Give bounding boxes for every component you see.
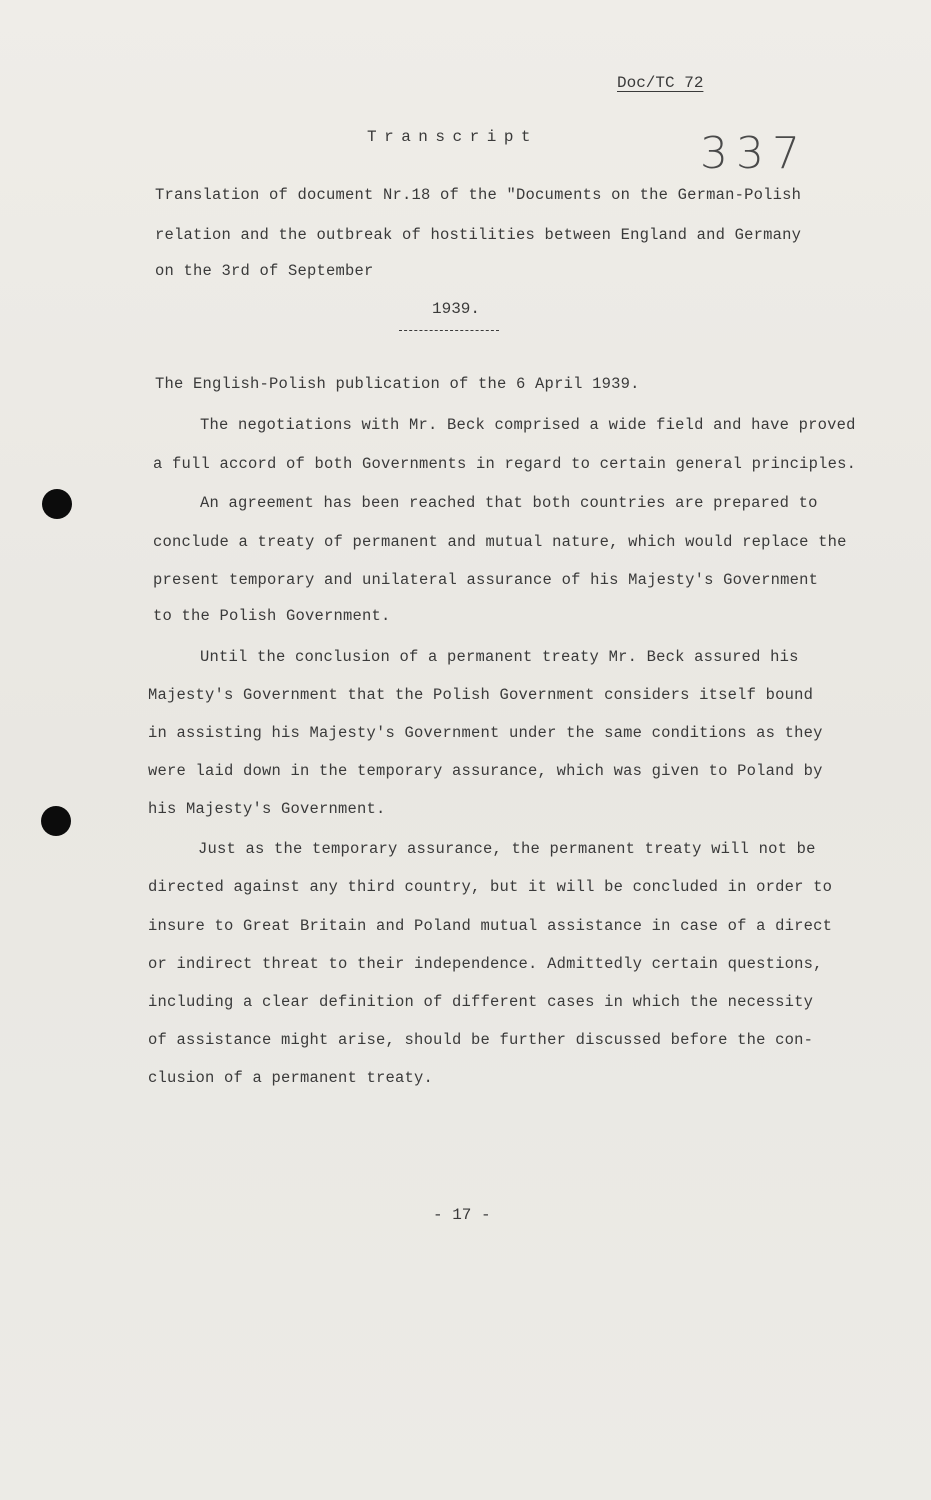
body-line: of assistance might arise, should be further discussed before the con- — [148, 1031, 814, 1049]
body-line: to the Polish Government. — [153, 607, 391, 625]
body-line: including a clear definition of different cases in which the necessity — [148, 993, 814, 1011]
body-line: in assisting his Majesty's Government under the same conditions as they — [148, 724, 823, 742]
body-line: were laid down in the temporary assurance, which was given to Poland by — [148, 762, 823, 780]
punch-hole — [41, 806, 71, 836]
body-line: An agreement has been reached that both countries are prepared to — [200, 494, 818, 512]
punch-hole — [42, 489, 72, 519]
body-line: Until the conclusion of a permanent treaty Mr. Beck assured his — [200, 648, 799, 666]
heading-year: 1939. — [432, 300, 481, 318]
body-line: Just as the temporary assurance, the permanent treaty will not be — [198, 840, 816, 858]
document-reference: Doc/TC 72 — [617, 74, 704, 92]
page-number: - 17 - — [433, 1206, 491, 1224]
body-line: his Majesty's Government. — [148, 800, 386, 818]
page-title: Transcript — [367, 128, 539, 146]
body-line: present temporary and unilateral assurance of his Majesty's Government — [153, 571, 819, 589]
body-line: insure to Great Britain and Poland mutual assistance in case of a direct — [148, 917, 833, 935]
body-line: conclude a treaty of permanent and mutual nature, which would replace the — [153, 533, 847, 551]
body-line: or indirect threat to their independence. Admittedly certain questions, — [148, 955, 823, 973]
publication-line: The English-Polish publication of the 6 April 1939. — [155, 375, 640, 393]
body-line: a full accord of both Governments in regard to certain general principles. — [153, 455, 857, 473]
body-line: Majesty's Government that the Polish Government considers itself bound — [148, 686, 814, 704]
heading-line: Translation of document Nr.18 of the "Documents on the German-Polish — [155, 186, 802, 204]
heading-divider — [399, 330, 499, 331]
heading-line: relation and the outbreak of hostilities between England and Germany — [155, 226, 802, 244]
page-stamp-number: 337 — [700, 128, 808, 179]
body-line: The negotiations with Mr. Beck comprised a wide field and have proved — [200, 416, 856, 434]
body-line: directed against any third country, but it will be concluded in order to — [148, 878, 833, 896]
body-line: clusion of a permanent treaty. — [148, 1069, 434, 1087]
heading-line: on the 3rd of September — [155, 262, 374, 280]
